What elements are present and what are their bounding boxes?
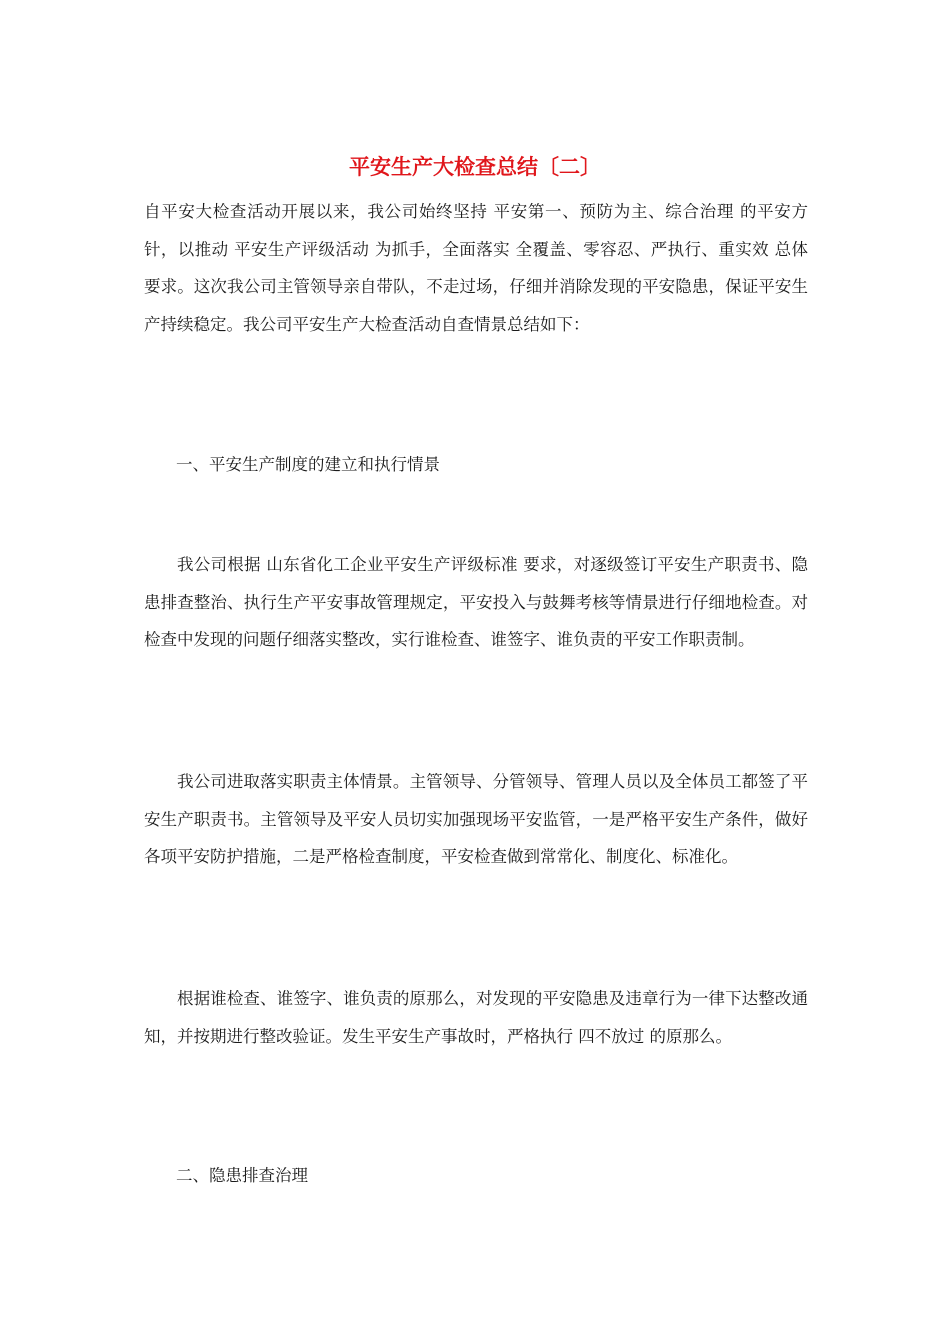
section-1-paragraph-2: 我公司进取落实职责主体情景。主管领导、分管领导、管理人员以及全体员工都签了平安生产职责书。主管领导及平安人员切实加强现场平安监管，一是严格平安生产条件，做好各项平安防护措施，二是严格检查制度，平安检查做到常常化、制度化、标准化。 (144, 772, 808, 866)
section-1-paragraph-1: 我公司根据 山东省化工企业平安生产评级标准 要求，对逐级签订平安生产职责书、隐患排查整治、执行生产平安事故管理规定，平安投入与鼓舞考核等情景进行仔细地检查。对检查中发现的问题仔细落实整改，实行谁检查、谁签字、谁负责的平安工作职责制。 (144, 555, 808, 649)
document-title: 平安生产大检查总结〔二〕 (349, 154, 601, 179)
section-1-paragraph-3: 根据谁检查、谁签字、谁负责的原那么，对发现的平安隐患及违章行为一律下达整改通知，并按期进行整改验证。发生平安生产事故时，严格执行 四不放过 的原那么。 (144, 989, 808, 1046)
section-2-heading: 二、隐患排查治理 (176, 1166, 308, 1185)
section-1-heading: 一、平安生产制度的建立和执行情景 (176, 455, 440, 474)
intro-paragraph: 自平安大检查活动开展以来，我公司始终坚持 平安第一、预防为主、综合治理 的平安方针，以推动 平安生产评级活动 为抓手，全面落实 全覆盖、零容忍、严执行、重实效 总体要求。这次我公司主管领导亲自带队，不走过场，仔细并消除发现的平安隐患，保证平安生产持续稳定。我公司平安生产大检查活动自查情景总结如下： (144, 202, 808, 334)
